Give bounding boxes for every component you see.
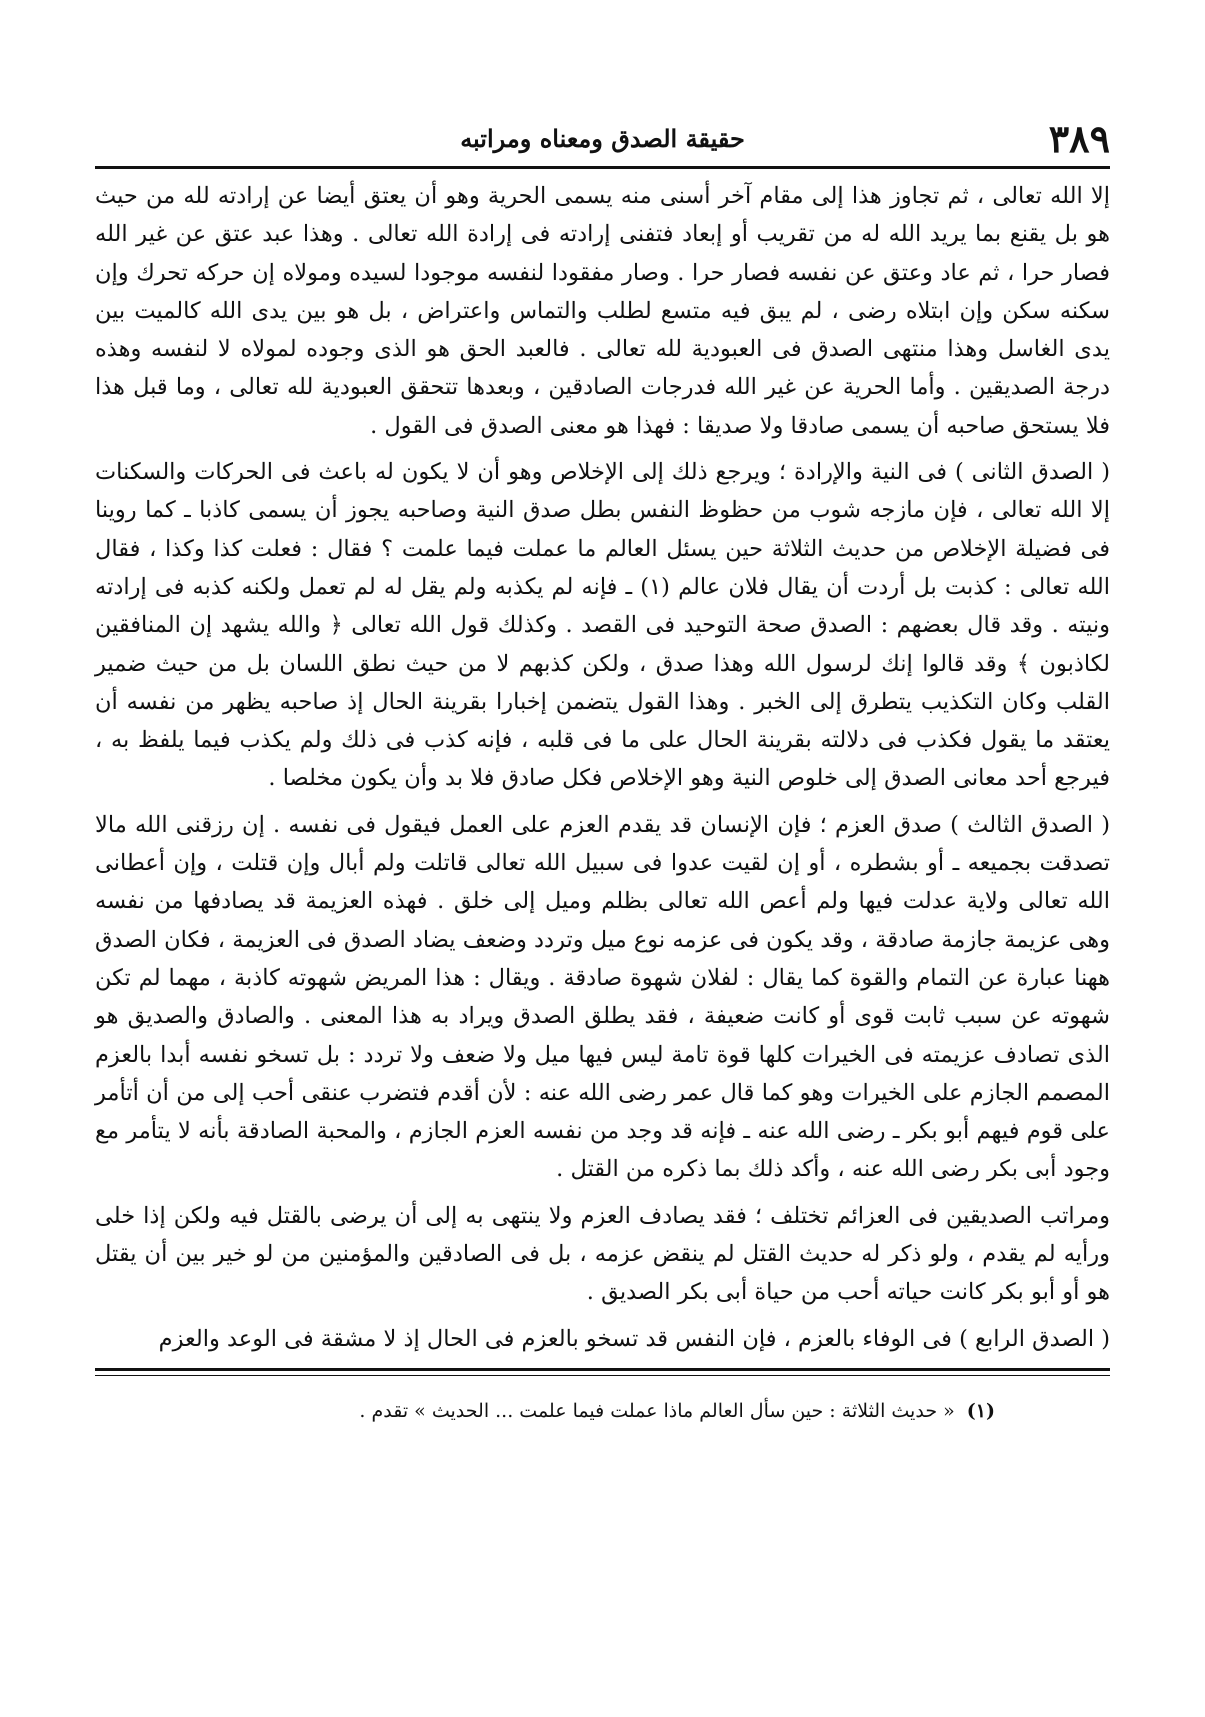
body-text bbox=[95, 177, 1110, 1358]
footnote-number: (١) bbox=[966, 1399, 995, 1422]
page-header bbox=[95, 110, 1110, 169]
footnote bbox=[95, 1396, 1110, 1426]
paragraph: ( الصدق الثانى ) فى النية والإرادة ؛ ويرجع ذلك إلى الإخلاص وهو أن لا يكون له باعث فى الحركات والسكنات إلا الله تعالى ، فإن مازجه شوب من حظوظ النفس بطل صدق النية وصاحبه يجوز أن يسمى كاذبا ـ كما روينا فى فضيلة الإخلاص من حديث الثلاثة حين يسئل العالم ما عملت فيما علمت ؟ فقال : فعلت كذا وكذا ، فقال الله تعالى : كذبت بل أردت أن يقال فلان عالم (١) ـ فإنه لم يكذبه ولم يقل له لم تعمل ولكنه كذبه فى إرادته ونيته . وقد قال بعضهم : الصدق صحة التوحيد فى القصد . وكذلك قول الله تعالى ﴿ والله يشهد إن المنافقين لكاذبون ﴾ وقد قالوا إنك لرسول الله وهذا صدق ، ولكن كذبهم لا من حيث نطق اللسان بل من حيث ضمير القلب وكان التكذيب يتطرق إلى الخبر . وهذا القول يتضمن إخبارا بقرينة الحال إذ صاحبه يظهر من نفسه أن يعتقد ما يقول فكذب فى دلالته بقرينة الحال على ما فى قلبه ، فإنه كذب فى ذلك ولم يكذب فيما يلفظ به ، فيرجع أحد معانى الصدق إلى خلوص النية وهو الإخلاص فكل صادق فلا بد وأن يكون مخلصا . bbox=[95, 459, 1111, 792]
book-page bbox=[95, 110, 1110, 1670]
footnote-text: « حديث الثلاثة : حين سأل العالم ماذا عملت فيما علمت ... الحديث » تقدم . bbox=[359, 1399, 955, 1422]
paragraph: إلا الله تعالى ، ثم تجاوز هذا إلى مقام آخر أسنى منه يسمى الحرية وهو أن يعتق أيضا عن إرادته لله من حيث هو بل يقنع بما يريد الله له من تقريب أو إبعاد فتفنى إرادته فى إرادة الله تعالى . وهذا عبد عتق عن غير الله فصار حرا ، ثم عاد وعتق عن نفسه فصار حرا . وصار مفقودا لنفسه موجودا لسيده ومولاه إن حركه تحرك وإن سكنه سكن وإن ابتلاه رضى ، لم يبق فيه متسع لطلب والتماس واعتراض ، بل هو بين يدى الله كالميت بين يدى الغاسل وهذا منتهى الصدق فى العبودية لله تعالى . فالعبد الحق هو الذى وجوده لمولاه لا لنفسه وهذه درجة الصديقين . وأما الحرية عن غير الله فدرجات الصادقين ، وبعدها تتحقق العبودية لله تعالى ، وما قبل هذا فلا يستحق صاحبه أن يسمى صادقا ولا صديقا : فهذا هو معنى الصدق فى القول . bbox=[95, 183, 1110, 439]
paragraph: ومراتب الصديقين فى العزائم تختلف ؛ فقد يصادف العزم ولا ينتهى به إلى أن يرضى بالقتل فيه ولكن إذا خلى ورأيه لم يقدم ، ولو ذكر له حديث القتل لم ينقض عزمه ، بل فى الصادقين والمؤمنين من لو خير بين أن يقتل هو أو أبو بكر كانت حياته أحب من حياة أبى بكر الصديق . bbox=[95, 1202, 1110, 1306]
footnote-divider bbox=[95, 1368, 1110, 1376]
paragraph: ( الصدق الثالث ) صدق العزم ؛ فإن الإنسان قد يقدم العزم على العمل فيقول فى نفسه . إن رزقنى الله مالا تصدقت بجميعه ـ أو بشطره ، أو إن لقيت عدوا فى سبيل الله تعالى قاتلت ولم أبال وإن قتلت ، وإن أعطانى الله تعالى ولاية عدلت فيها ولم أعص الله تعالى بظلم وميل إلى خلق . فهذه العزيمة قد يصادفها من نفسه وهى عزيمة جازمة صادقة ، وقد يكون فى عزمه نوع ميل وتردد وضعف يضاد الصدق فى العزيمة ، فكان الصدق ههنا عبارة عن التمام والقوة كما يقال : لفلان شهوة صادقة . ويقال : هذا المريض شهوته كاذبة ، مهما لم تكن شهوته عن سبب ثابت قوى أو كانت ضعيفة ، فقد يطلق الصدق ويراد به هذا المعنى . والصادق والصديق هو الذى تصادف عزيمته فى الخيرات كلها قوة تامة ليس فيها ميل ولا ضعف ولا تردد : بل تسخو نفسه أبدا بالعزم المصمم الجازم على الخيرات وهو كما قال عمر رضى الله عنه : لأن أقدم فتضرب عنقى أحب إلى من أن أتأمر على قوم فيهم أبو بكر ـ رضى الله عنه ـ فإنه قد وجد من نفسه العزم الجازم ، والمحبة الصادقة بأنه لا يتأمر مع وجود أبى بكر رضى الله عنه ، وأكد ذلك بما ذكره من القتل . bbox=[95, 811, 1111, 1183]
page-number: ٣٨٩ bbox=[1048, 116, 1110, 161]
running-title: حقيقة الصدق ومعناه ومراتبه bbox=[460, 124, 745, 153]
paragraph: ( الصدق الرابع ) فى الوفاء بالعزم ، فإن النفس قد تسخو بالعزم فى الحال إذ لا مشقة فى الوعد والعزم bbox=[158, 1325, 1110, 1352]
